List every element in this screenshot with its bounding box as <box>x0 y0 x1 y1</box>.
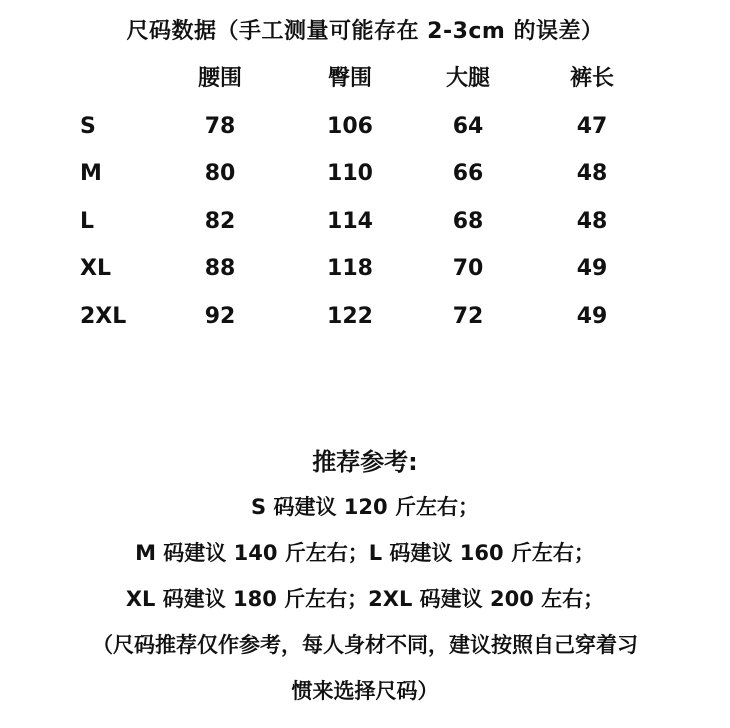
table-cell: 92 <box>204 304 236 329</box>
header-length: 裤长 <box>569 66 614 91</box>
size-label: L <box>80 209 95 234</box>
table-row <box>0 205 730 239</box>
table-cell: 64 <box>452 114 484 139</box>
size-label: M <box>80 161 102 186</box>
table-cell: 72 <box>452 304 484 329</box>
recommendation-line: M 码建议 140 斤左右；L 码建议 160 斤左右； <box>135 541 595 565</box>
table-cell: 49 <box>576 256 608 281</box>
table-cell: 49 <box>576 304 608 329</box>
header-waist: 腰围 <box>197 66 242 91</box>
recommendation-note: （尺码推荐仅作参考，每人身材不同，建议按照自己穿着习 <box>92 633 638 657</box>
table-cell: 118 <box>327 256 373 281</box>
table-cell: 82 <box>204 209 236 234</box>
table-cell: 122 <box>327 304 373 329</box>
table-cell: 114 <box>327 209 373 234</box>
table-cell: 47 <box>576 114 608 139</box>
header-thigh: 大腿 <box>445 66 490 91</box>
table-cell: 48 <box>576 161 608 186</box>
size-label: XL <box>80 256 111 281</box>
table-cell: 68 <box>452 209 484 234</box>
table-cell: 80 <box>204 161 236 186</box>
table-row <box>0 252 730 286</box>
recommendation-line: XL 码建议 180 斤左右；2XL 码建议 200 左右； <box>125 587 605 611</box>
table-row <box>0 110 730 144</box>
table-cell: 106 <box>327 114 373 139</box>
table-header-row <box>0 62 730 96</box>
table-cell: 66 <box>452 161 484 186</box>
recommendation-heading: 推荐参考: <box>312 448 418 476</box>
table-row <box>0 300 730 334</box>
header-hip: 臀围 <box>327 66 372 91</box>
recommendation-line: S 码建议 120 斤左右； <box>251 495 479 519</box>
size-label: 2XL <box>80 304 127 329</box>
table-cell: 88 <box>204 256 236 281</box>
page-title: 尺码数据（手工测量可能存在 2-3cm 的误差） <box>126 19 604 44</box>
table-cell: 110 <box>327 161 373 186</box>
table-cell: 70 <box>452 256 484 281</box>
size-label: S <box>80 114 96 139</box>
recommendation-section <box>0 440 730 714</box>
table-cell: 78 <box>204 114 236 139</box>
recommendation-note: 惯来选择尺码） <box>291 679 439 703</box>
table-cell: 48 <box>576 209 608 234</box>
table-row <box>0 157 730 191</box>
